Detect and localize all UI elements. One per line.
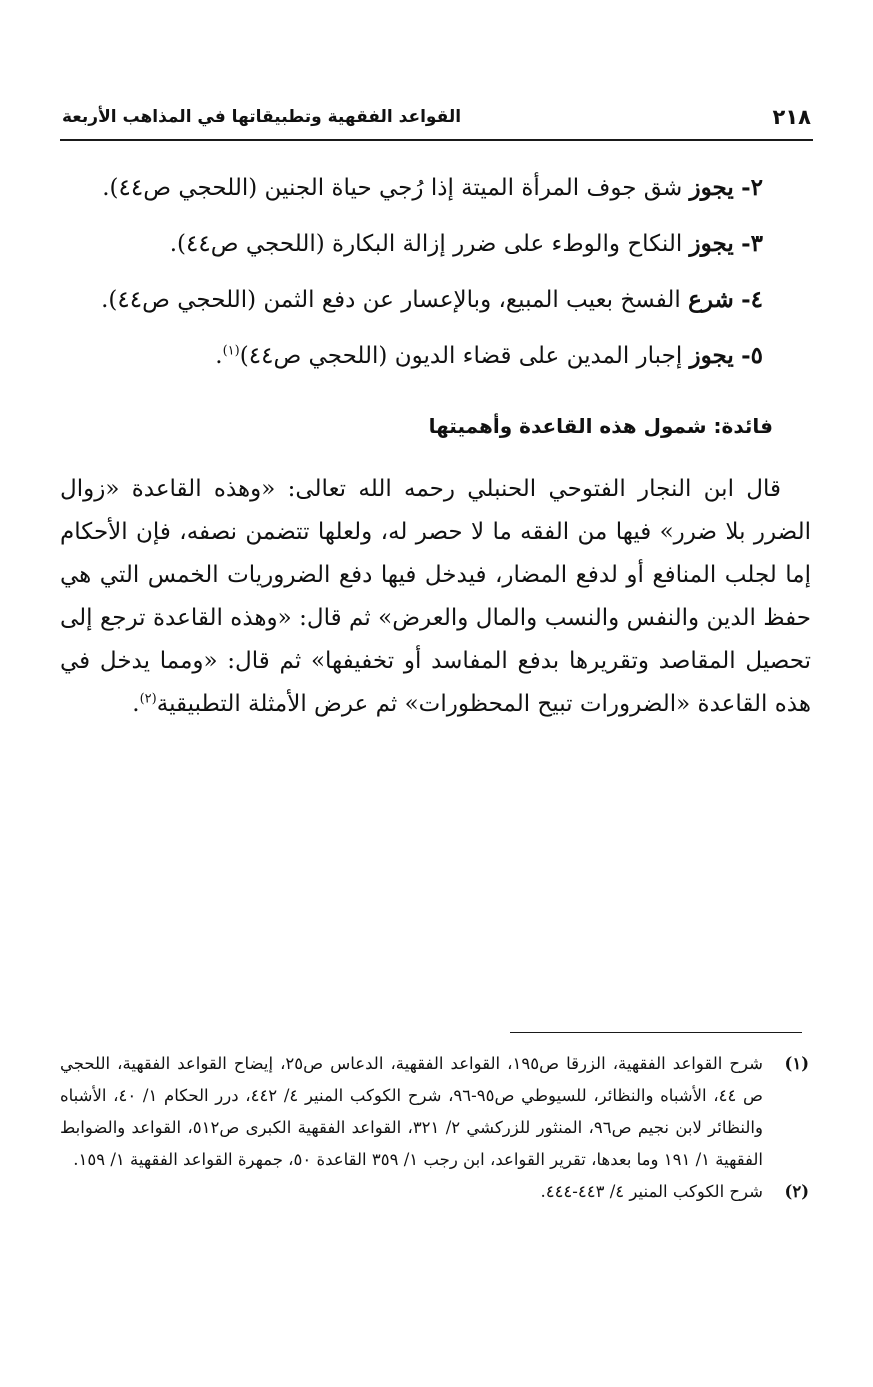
item-text: النكاح والوطء على ضرر إزالة البكارة (اللحجي ص٤٤).	[169, 231, 683, 257]
list-item	[60, 160, 763, 216]
paragraph-text: قال ابن النجار الفتوحي الحنبلي رحمه الله تعالى: «وهذه القاعدة «زوال الضرر بلا ضرر» فيها من الفقه ما لا حصر له، ولعلها تتضمن نصفه، فإن الأحكام إما لجلب المنافع أو لدفع المضار، فيدخل فيها دفع الضروريات الخمس التي هي حفظ الدين والنفس والنسب والمال والعرض» ثم قال: «وهذه القاعدة ترجع إلى تحصيل المقاصد وتقريرها بدفع المفاسد أو تخفيفها» ثم قال: «ومما يدخل في هذه القاعدة «الضرورات تبيح المحظورات» ثم عرض الأمثلة التطبيقية	[60, 476, 811, 717]
item-number: ٥-	[741, 342, 763, 369]
examples-list	[60, 160, 763, 384]
page-number: ٢١٨	[772, 105, 811, 129]
item-number: ٣-	[741, 230, 763, 257]
list-item	[60, 216, 763, 272]
item-keyword: يجوز	[689, 174, 734, 201]
item-keyword: يجوز	[689, 230, 734, 257]
list-item	[60, 272, 763, 328]
item-number: ٢-	[741, 174, 763, 201]
header-rule	[60, 139, 813, 141]
running-title: القواعد الفقهية وتطبيقاتها في المذاهب الأربعة	[62, 107, 462, 127]
item-keyword: شرع	[688, 286, 734, 313]
footnote-text: شرح الكوكب المنير ٤/ ٤٤٣-٤٤٤.	[540, 1182, 763, 1201]
body-paragraph	[60, 468, 811, 726]
footnotes	[60, 1048, 809, 1208]
footnote-number: (٢)	[784, 1182, 809, 1201]
footnote-number: (١)	[784, 1054, 809, 1073]
footnote-ref[interactable]: (٢)	[139, 691, 157, 707]
item-number: ٤-	[741, 286, 763, 313]
item-text: إجبار المدين على قضاء الديون (اللحجي ص٤٤)	[239, 343, 683, 369]
item-text: الفسخ بعيب المبيع، وبالإعسار عن دفع الثمن (اللحجي ص٤٤).	[101, 287, 681, 313]
list-item: ٥- يجوز إجبار المدين على قضاء الديون (اللحجي ص٤٤)$^{(١)}$.	[215, 342, 763, 369]
footnote	[60, 1176, 809, 1208]
section-heading: فائدة: شمول هذه القاعدة وأهميتها	[428, 414, 773, 438]
paragraph-end: .	[132, 691, 140, 717]
footnote-rule	[510, 1032, 802, 1033]
footnote	[60, 1048, 809, 1176]
item-text: شق جوف المرأة الميتة إذا رُجي حياة الجنين (اللحجي ص٤٤).	[102, 175, 683, 201]
footnote-text: شرح القواعد الفقهية، الزرقا ص١٩٥، القواعد الفقهية، الدعاس ص٢٥، إيضاح القواعد الفقهية، اللحجي ص ٤٤، الأشباه والنظائر، للسيوطي ص٩٥-٩٦، شرح الكوكب المنير ٤/ ٤٤٢، درر الحكام ١/ ٤٠، الأشباه والنظائر لابن نجيم ص٩٦، المنثور للزركشي ٢/ ٣٢١، القواعد الفقهية الكبرى ص٥١٢، القواعد والضوابط الفقهية ١/ ١٩١ وما بعدها، تقرير القواعد، ابن رجب ١/ ٣٥٩ القاعدة ٥٠، جمهرة القواعد الفقهية ١/ ١٥٩.	[60, 1054, 763, 1169]
footnote-ref[interactable]: (١)	[222, 343, 240, 359]
running-head	[62, 102, 811, 132]
item-keyword: يجوز	[689, 342, 734, 369]
